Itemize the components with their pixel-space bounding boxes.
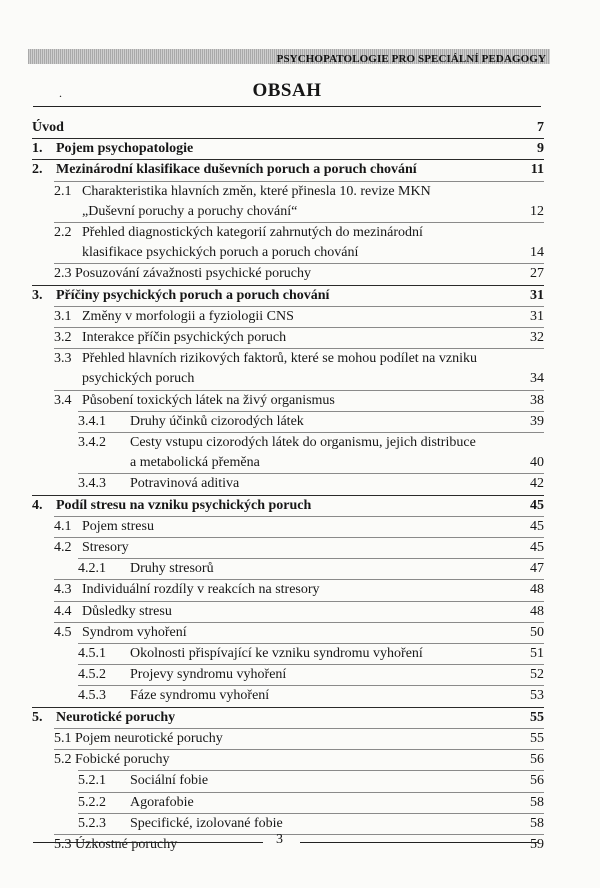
toc-entry-page: 55 (530, 709, 544, 725)
toc-entry-page: 31 (530, 287, 544, 303)
toc-entry-title: Podíl stresu na vzniku psychických poruch (56, 497, 312, 513)
toc-entry-page: 50 (530, 624, 544, 640)
running-header (28, 49, 550, 64)
running-header-text: PSYCHOPATOLOGIE PRO SPECIÁLNÍ PEDAGOGY (276, 53, 546, 65)
toc-entry-title: Změny v morfologii a fyziologii CNS (82, 308, 294, 324)
toc-entry-number: 5.2 (54, 752, 72, 768)
toc-entry (78, 664, 544, 685)
toc-entry-number: 2. (32, 162, 43, 178)
title-box (33, 78, 541, 107)
toc-entry (54, 728, 544, 749)
table-of-contents (32, 118, 544, 855)
toc-entry-title: Důsledky stresu (82, 603, 172, 619)
toc-entry-title: Charakteristika hlavních změn, které přinesla 10. revize MKN „Duševní poruchy a poruchy chování“ (82, 183, 431, 219)
toc-entry-number: 3.4.3 (78, 476, 106, 492)
toc-entry (78, 813, 544, 834)
toc-entry-number: 4.5.2 (78, 667, 106, 683)
toc-entry-page: 7 (537, 120, 544, 135)
toc-entry-number: 2.2 (54, 225, 72, 241)
stray-dot: . (59, 86, 62, 100)
toc-entry (32, 118, 544, 138)
toc-entry (54, 537, 544, 558)
toc-entry-page: 40 (530, 455, 544, 471)
toc-entry (54, 181, 544, 222)
toc-entry (78, 792, 544, 813)
toc-entry-title: Úvod (32, 120, 64, 135)
toc-entry-page: 27 (530, 266, 544, 282)
toc-entry-title: Mezinárodní klasifikace duševních poruch a poruch chování (56, 162, 417, 178)
toc-entry-title: Okolnosti přispívající ke vzniku syndromu vyhoření (130, 646, 423, 662)
toc-entry-title: Interakce příčin psychických poruch (82, 330, 287, 346)
toc-entry-title: Pojem neurotické poruchy (75, 730, 223, 746)
toc-entry-page: 59 (530, 836, 544, 852)
toc-entry-page: 45 (530, 518, 544, 534)
toc-entry-page: 56 (530, 773, 544, 789)
toc-entry (32, 285, 544, 306)
toc-entry (54, 348, 544, 389)
toc-entry-number: 3.1 (54, 308, 72, 324)
toc-entry (78, 770, 544, 791)
toc-entry-number: 3.2 (54, 330, 72, 346)
toc-entry-title: Sociální fobie (130, 773, 209, 789)
toc-entry-number: 4.5.3 (78, 688, 106, 704)
toc-entry-page: 55 (530, 730, 544, 746)
page-number: 3 (276, 832, 283, 847)
toc-entry-page: 32 (530, 330, 544, 346)
toc-entry-title: Fáze syndromu vyhoření (130, 688, 270, 704)
toc-entry (78, 558, 544, 579)
toc-entry (54, 390, 544, 411)
toc-entry (54, 834, 544, 855)
toc-entry (78, 643, 544, 664)
toc-entry-page: 31 (530, 308, 544, 324)
toc-entry-number: 4.2.1 (78, 561, 106, 577)
toc-entry-page: 9 (537, 141, 544, 157)
toc-entry-title: Úzkostné poruchy (75, 836, 178, 852)
toc-entry-number: 5.2.3 (78, 815, 106, 831)
toc-entry-number: 4.1 (54, 518, 72, 534)
toc-entry-title: Agorafobie (130, 794, 194, 810)
toc-entry-title: Neurotické poruchy (56, 709, 176, 725)
toc-entry (78, 432, 544, 473)
toc-entry-title: Specifické, izolované fobie (130, 815, 283, 831)
toc-entry-title: Individuální rozdíly v reakcích na stresory (82, 582, 320, 598)
toc-entry (78, 411, 544, 432)
toc-entry (32, 707, 544, 728)
toc-entry-page: 45 (530, 540, 544, 556)
toc-entry-number: 2.1 (54, 183, 72, 199)
toc-entry-title: Projevy syndromu vyhoření (130, 667, 287, 683)
toc-entry-page: 56 (530, 752, 544, 768)
toc-entry-title: Druhy účinků cizorodých látek (130, 413, 304, 429)
toc-entry (78, 685, 544, 706)
toc-entry-page: 48 (530, 582, 544, 598)
toc-entry (32, 138, 544, 159)
toc-entry-title: Přehled hlavních rizikových faktorů, které se mohou podílet na vzniku psychických poruch (82, 351, 478, 387)
toc-entry-page: 58 (530, 794, 544, 810)
toc-entry-title: Příčiny psychických poruch a poruch chování (56, 287, 330, 303)
toc-entry-title: Pojem stresu (82, 518, 154, 534)
toc-entry-number: 4.2 (54, 540, 72, 556)
toc-entry-page: 34 (530, 371, 544, 387)
toc-entry-number: 5.2.1 (78, 773, 106, 789)
toc-entry-title: Posuzování závažnosti psychické poruchy (75, 266, 311, 282)
toc-entry-number: 5. (32, 709, 43, 725)
toc-entry (54, 749, 544, 770)
toc-entry-number: 5.3 (54, 836, 72, 852)
toc-entry-number: 4.5.1 (78, 646, 106, 662)
toc-entry (32, 159, 544, 180)
toc-entry-page: 11 (530, 162, 544, 178)
toc-entry-title: Působení toxických látek na živý organismus (82, 392, 335, 408)
toc-entry (54, 222, 544, 263)
toc-entry-page: 39 (530, 413, 544, 429)
toc-entry (54, 263, 544, 284)
toc-entry (54, 516, 544, 537)
toc-entry-page: 48 (530, 603, 544, 619)
toc-entry (54, 327, 544, 348)
toc-entry-page: 53 (530, 688, 544, 704)
toc-entry-number: 4.4 (54, 603, 72, 619)
toc-entry-page: 42 (530, 476, 544, 492)
toc-entry (78, 473, 544, 494)
toc-entry-page: 45 (530, 497, 544, 513)
toc-entry-number: 3.3 (54, 351, 72, 367)
toc-entry-page: 51 (530, 646, 544, 662)
toc-entry-number: 5.1 (54, 730, 72, 746)
toc-entry-page: 47 (530, 561, 544, 577)
toc-entry-number: 1. (32, 141, 43, 157)
toc-entry (54, 306, 544, 327)
toc-entry-title: Cesty vstupu cizorodých látek do organismu, jejich distribuce a metabolická přeměna (130, 435, 476, 471)
toc-entry-number: 3. (32, 287, 43, 303)
toc-entry (54, 622, 544, 643)
toc-entry-title: Syndrom vyhoření (82, 624, 187, 640)
toc-entry-page: 12 (530, 203, 544, 219)
toc-entry-page: 52 (530, 667, 544, 683)
toc-entry-title: Stresory (82, 540, 129, 556)
page-title: OBSAH (252, 80, 322, 101)
toc-entry-title: Pojem psychopatologie (56, 141, 194, 157)
toc-entry-title: Druhy stresorů (130, 561, 214, 577)
toc-entry (54, 601, 544, 622)
toc-entry-page: 58 (530, 815, 544, 831)
footer-rule-right (300, 842, 538, 843)
toc-entry-title: Fobické poruchy (75, 752, 170, 768)
toc-entry-page: 38 (530, 392, 544, 408)
toc-entry-number: 4.5 (54, 624, 72, 640)
toc-entry (54, 579, 544, 600)
toc-entry-title: Potravinová aditiva (130, 476, 240, 492)
toc-entry-number: 4. (32, 497, 43, 513)
toc-entry-page: 14 (530, 245, 544, 261)
toc-entry-number: 4.3 (54, 582, 72, 598)
toc-entry (32, 495, 544, 516)
toc-entry-title: Přehled diagnostických kategorií zahrnutých do mezinárodní klasifikace psychických poruch a poruch chování (82, 225, 423, 261)
toc-entry-number: 3.4.2 (78, 435, 106, 451)
toc-entry-number: 5.2.2 (78, 794, 106, 810)
toc-entry-number: 2.3 (54, 266, 72, 282)
toc-entry-number: 3.4.1 (78, 413, 106, 429)
toc-entry-number: 3.4 (54, 392, 72, 408)
footer-rule-left (33, 842, 263, 843)
